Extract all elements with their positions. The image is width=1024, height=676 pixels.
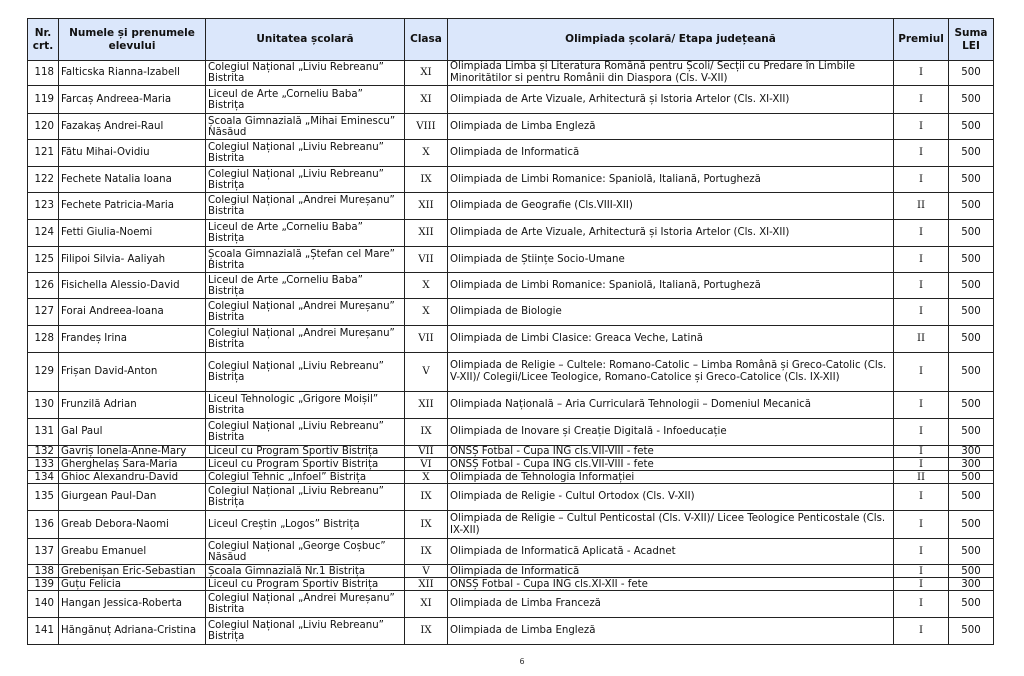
table-row (28, 471, 994, 484)
class-value: IX (405, 539, 448, 565)
class-value: IX (405, 618, 448, 645)
prize-value: I (894, 114, 949, 140)
school-name: Școala Gimnazială Nr.1 Bistrița (206, 565, 405, 578)
student-name: Gavriș Ionela-Anne-Mary (59, 446, 206, 458)
sum-value: 500 (949, 392, 994, 419)
student-name: Gal Paul (59, 419, 206, 446)
table-row (28, 326, 994, 353)
school-name: Colegiul Național „Liviu Rebreanu” Bistrița (206, 353, 405, 392)
class-value: IX (405, 484, 448, 511)
olympiad-name: Olimpiada de Religie - Cultul Ortodox (Cls. V-XII) (448, 484, 894, 511)
class-value: VII (405, 247, 448, 273)
header-name: Numele și prenumele elevului (59, 19, 206, 61)
olympiad-name: Olimpiada de Arte Vizuale, Arhitectură și Istoria Artelor (Cls. XI-XII) (448, 220, 894, 247)
row-nr: 135 (28, 484, 59, 511)
school-name: Școala Gimnazială „Ștefan cel Mare” Bistrita (206, 247, 405, 273)
prize-value: I (894, 273, 949, 299)
prize-value: I (894, 458, 949, 471)
table-row (28, 299, 994, 326)
table-row (28, 458, 994, 471)
row-nr: 123 (28, 193, 59, 220)
olympiad-name: Olimpiada de Informatică Aplicată - Acadnet (448, 539, 894, 565)
school-name: Liceul cu Program Sportiv Bistrița (206, 578, 405, 591)
olympiad-name: Olimpiada de Limba Engleză (448, 618, 894, 645)
class-value: VI (405, 458, 448, 471)
row-nr: 134 (28, 471, 59, 484)
olympiad-name: Olimpiada de Științe Socio-Umane (448, 247, 894, 273)
prize-value: I (894, 419, 949, 446)
table-row (28, 539, 994, 565)
school-name: Colegiul Național „Liviu Rebreanu” Bistrita (206, 61, 405, 86)
school-name: Liceul Tehnologic „Grigore Moișil” Bistrita (206, 392, 405, 419)
class-value: XII (405, 392, 448, 419)
class-value: V (405, 353, 448, 392)
school-name: Liceul de Arte „Corneliu Baba” Bistrița (206, 86, 405, 114)
student-name: Frandeș Irina (59, 326, 206, 353)
olympiad-name: Olimpiada Națională – Aria Curriculară Tehnologii – Domeniul Mecanică (448, 392, 894, 419)
awards-table (27, 18, 994, 645)
table-row (28, 61, 994, 86)
table-header-row (28, 19, 994, 61)
row-nr: 129 (28, 353, 59, 392)
student-name: Fechete Patricia-Maria (59, 193, 206, 220)
sum-value: 300 (949, 446, 994, 458)
school-name: Colegiul Național „Andrei Mureșanu” Bistrita (206, 193, 405, 220)
prize-value: I (894, 484, 949, 511)
olympiad-name: Olimpiada de Informatică (448, 140, 894, 167)
prize-value: I (894, 61, 949, 86)
student-name: Grebenișan Eric-Sebastian (59, 565, 206, 578)
row-nr: 120 (28, 114, 59, 140)
sum-value: 500 (949, 247, 994, 273)
prize-value: I (894, 511, 949, 539)
prize-value: I (894, 618, 949, 645)
row-nr: 136 (28, 511, 59, 539)
table-row (28, 353, 994, 392)
table-row (28, 114, 994, 140)
student-name: Fazakaș Andrei-Raul (59, 114, 206, 140)
row-nr: 125 (28, 247, 59, 273)
class-value: XII (405, 220, 448, 247)
header-prize: Premiul (894, 19, 949, 61)
student-name: Guțu Felicia (59, 578, 206, 591)
prize-value: I (894, 140, 949, 167)
table-row (28, 419, 994, 446)
class-value: VII (405, 446, 448, 458)
student-name: Fechete Natalia Ioana (59, 167, 206, 193)
student-name: Farcaș Andreea-Maria (59, 86, 206, 114)
school-name: Colegiul Național „Liviu Rebreanu” Bistrița (206, 618, 405, 645)
school-name: Liceul de Arte „Corneliu Baba” Bistrița (206, 220, 405, 247)
header-olympiad: Olimpiada școlară/ Etapa județeană (448, 19, 894, 61)
table-row (28, 578, 994, 591)
school-name: Liceul de Arte „Corneliu Baba” Bistrița (206, 273, 405, 299)
school-name: Liceul cu Program Sportiv Bistrița (206, 458, 405, 471)
row-nr: 122 (28, 167, 59, 193)
olympiad-name: Olimpiada de Informatică (448, 565, 894, 578)
sum-value: 500 (949, 484, 994, 511)
olympiad-name: Olimpiada de Limba Engleză (448, 114, 894, 140)
student-name: Greabu Emanuel (59, 539, 206, 565)
student-name: Hăngănuț Adriana-Cristina (59, 618, 206, 645)
student-name: Fetti Giulia-Noemi (59, 220, 206, 247)
prize-value: I (894, 299, 949, 326)
olympiad-name: Olimpiada de Religie – Cultul Penticostal (Cls. V-XII)/ Licee Teologice Penticostale (Cls. IX-XII) (448, 511, 894, 539)
student-name: Gherghelaș Sara-Maria (59, 458, 206, 471)
school-name: Colegiul Național „Liviu Rebreanu” Bistrița (206, 484, 405, 511)
school-name: Liceul cu Program Sportiv Bistrița (206, 446, 405, 458)
olympiad-name: Olimpiada de Religie – Cultele: Romano-Catolic – Limba Română și Greco-Catolic (Cls. V-XII)/ Colegii/Licee Teologice, Romano-Catolice și Greco-Catolice (Cls. IX-XII) (448, 353, 894, 392)
sum-value: 500 (949, 539, 994, 565)
prize-value: II (894, 471, 949, 484)
prize-value: I (894, 578, 949, 591)
class-value: V (405, 565, 448, 578)
sum-value: 500 (949, 618, 994, 645)
sum-value: 500 (949, 299, 994, 326)
olympiad-name: Olimpiada de Tehnologia Informației (448, 471, 894, 484)
olympiad-name: Olimpiada Limba și Literatura Română pentru Școli/ Secții cu Predare în Limbile Minoritătilor si pentru Românii din Diaspora (Cls. V-XII) (448, 61, 894, 86)
sum-value: 300 (949, 458, 994, 471)
header-school: Unitatea școlară (206, 19, 405, 61)
row-nr: 119 (28, 86, 59, 114)
student-name: Frunzilă Adrian (59, 392, 206, 419)
table-row (28, 167, 994, 193)
prize-value: I (894, 539, 949, 565)
prize-value: II (894, 326, 949, 353)
class-value: XII (405, 193, 448, 220)
sum-value: 500 (949, 193, 994, 220)
sum-value: 500 (949, 140, 994, 167)
prize-value: I (894, 446, 949, 458)
table-body (28, 61, 994, 645)
sum-value: 500 (949, 565, 994, 578)
sum-value: 500 (949, 61, 994, 86)
table-row (28, 220, 994, 247)
class-value: VII (405, 326, 448, 353)
prize-value: II (894, 193, 949, 220)
row-nr: 133 (28, 458, 59, 471)
table-row (28, 273, 994, 299)
class-value: VIII (405, 114, 448, 140)
sum-value: 500 (949, 471, 994, 484)
table-row (28, 392, 994, 419)
student-name: Giurgean Paul-Dan (59, 484, 206, 511)
table-row (28, 193, 994, 220)
row-nr: 126 (28, 273, 59, 299)
olympiad-name: ONSȘ Fotbal - Cupa ING cls.VII-VIII - fete (448, 458, 894, 471)
row-nr: 118 (28, 61, 59, 86)
student-name: Hangan Jessica-Roberta (59, 591, 206, 618)
table-row (28, 565, 994, 578)
sum-value: 300 (949, 578, 994, 591)
school-name: Colegiul Național „Liviu Rebreanu” Bistrița (206, 167, 405, 193)
olympiad-name: ONSȘ Fotbal - Cupa ING cls.XI-XII - fete (448, 578, 894, 591)
olympiad-name: Olimpiada de Arte Vizuale, Arhitectură și Istoria Artelor (Cls. XI-XII) (448, 86, 894, 114)
olympiad-name: Olimpiada de Limbi Romanice: Spaniolă, Italiană, Portugheză (448, 167, 894, 193)
school-name: Colegiul Național „George Coșbuc” Năsăud (206, 539, 405, 565)
class-value: IX (405, 511, 448, 539)
row-nr: 140 (28, 591, 59, 618)
prize-value: I (894, 591, 949, 618)
student-name: Fisichella Alessio-David (59, 273, 206, 299)
school-name: Colegiul Tehnic „Infoel” Bistrița (206, 471, 405, 484)
sum-value: 500 (949, 419, 994, 446)
prize-value: I (894, 353, 949, 392)
prize-value: I (894, 220, 949, 247)
sum-value: 500 (949, 220, 994, 247)
sum-value: 500 (949, 353, 994, 392)
class-value: X (405, 471, 448, 484)
class-value: X (405, 140, 448, 167)
prize-value: I (894, 565, 949, 578)
row-nr: 137 (28, 539, 59, 565)
student-name: Filipoi Silvia- Aaliyah (59, 247, 206, 273)
table-row (28, 618, 994, 645)
class-value: X (405, 299, 448, 326)
table-row (28, 484, 994, 511)
sum-value: 500 (949, 591, 994, 618)
class-value: XI (405, 61, 448, 86)
olympiad-name: Olimpiada de Geografie (Cls.VIII-XII) (448, 193, 894, 220)
olympiad-name: Olimpiada de Limbi Romanice: Spaniolă, Italiană, Portugheză (448, 273, 894, 299)
table-row (28, 446, 994, 458)
row-nr: 132 (28, 446, 59, 458)
row-nr: 127 (28, 299, 59, 326)
olympiad-name: ONSȘ Fotbal - Cupa ING cls.VII-VIII - fete (448, 446, 894, 458)
class-value: IX (405, 419, 448, 446)
row-nr: 121 (28, 140, 59, 167)
school-name: Liceul Creștin „Logos” Bistrița (206, 511, 405, 539)
sum-value: 500 (949, 273, 994, 299)
student-name: Greab Debora-Naomi (59, 511, 206, 539)
olympiad-name: Olimpiada de Limbi Clasice: Greaca Veche, Latină (448, 326, 894, 353)
sum-value: 500 (949, 167, 994, 193)
table-row (28, 511, 994, 539)
row-nr: 138 (28, 565, 59, 578)
prize-value: I (894, 247, 949, 273)
sum-value: 500 (949, 511, 994, 539)
student-name: Ghioc Alexandru-David (59, 471, 206, 484)
table-row (28, 247, 994, 273)
class-value: XI (405, 591, 448, 618)
school-name: Colegiul Național „Andrei Mureșanu” Bistrita (206, 326, 405, 353)
header-class: Clasa (405, 19, 448, 61)
student-name: Fătu Mihai-Ovidiu (59, 140, 206, 167)
prize-value: I (894, 86, 949, 114)
row-nr: 130 (28, 392, 59, 419)
olympiad-name: Olimpiada de Limba Franceză (448, 591, 894, 618)
school-name: Colegiul Național „Andrei Mureșanu” Bistrita (206, 299, 405, 326)
header-sum: Suma LEI (949, 19, 994, 61)
student-name: Frișan David-Anton (59, 353, 206, 392)
row-nr: 141 (28, 618, 59, 645)
table-row (28, 591, 994, 618)
class-value: XII (405, 578, 448, 591)
row-nr: 124 (28, 220, 59, 247)
prize-value: I (894, 392, 949, 419)
school-name: Școala Gimnazială „Mihai Eminescu” Năsăud (206, 114, 405, 140)
olympiad-name: Olimpiada de Biologie (448, 299, 894, 326)
sum-value: 500 (949, 326, 994, 353)
row-nr: 128 (28, 326, 59, 353)
class-value: IX (405, 167, 448, 193)
sum-value: 500 (949, 86, 994, 114)
class-value: XI (405, 86, 448, 114)
school-name: Colegiul Național „Liviu Rebreanu” Bistrita (206, 140, 405, 167)
school-name: Colegiul Național „Liviu Rebreanu” Bistrita (206, 419, 405, 446)
table-row (28, 140, 994, 167)
header-nr: Nr. crt. (28, 19, 59, 61)
olympiad-name: Olimpiada de Inovare și Creație Digitală - Infoeducație (448, 419, 894, 446)
prize-value: I (894, 167, 949, 193)
row-nr: 131 (28, 419, 59, 446)
page-number: 6 (519, 657, 525, 666)
student-name: Falticska Rianna-Izabell (59, 61, 206, 86)
student-name: Forai Andreea-Ioana (59, 299, 206, 326)
row-nr: 139 (28, 578, 59, 591)
table-row (28, 86, 994, 114)
sum-value: 500 (949, 114, 994, 140)
school-name: Colegiul Național „Andrei Mureșanu” Bistrita (206, 591, 405, 618)
class-value: X (405, 273, 448, 299)
